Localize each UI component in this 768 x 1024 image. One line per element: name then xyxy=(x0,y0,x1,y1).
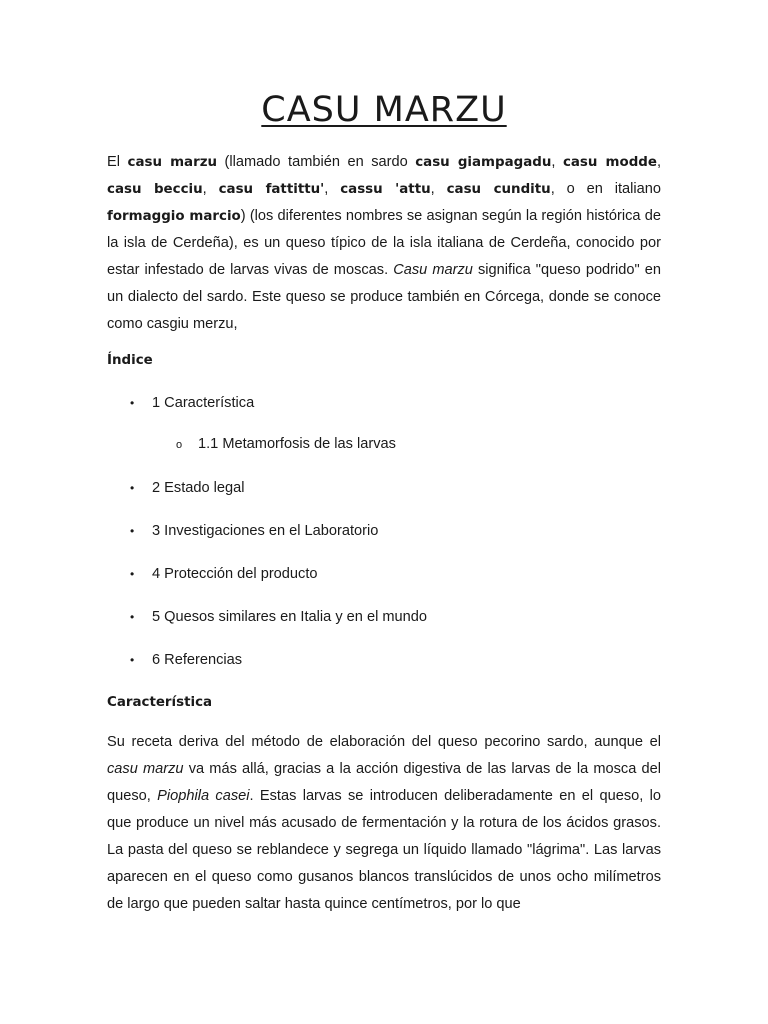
bullet-icon: • xyxy=(130,481,135,495)
term-cassu-attu: cassu 'attu xyxy=(340,182,431,197)
toc-item: • 1 Característica xyxy=(130,395,255,411)
toc-subitem: o 1.1 Metamorfosis de las larvas xyxy=(176,436,396,452)
term-casu-fattittu: casu fattittu' xyxy=(218,182,325,197)
toc-item: • 3 Investigaciones en el Laboratorio xyxy=(130,523,379,539)
bullet-icon: • xyxy=(130,396,135,410)
italic-piophila-casei: Piophila casei xyxy=(157,788,250,804)
intro-paragraph: El casu marzu (llamado también en sardo casu giampagadu, casu modde, casu becciu, casu fattittu', cassu 'attu, casu cunditu, o en italiano formaggio marcio) (los diferentes nombres se asignan según la región histórica de la isla de Cerdeña), es un queso típico de la isla italiana de Cerdeña, conocido por estar infestado de larvas vivas de moscas. Casu marzu significa "queso podrido" en un dialecto del sardo. Este queso se produce también en Córcega, donde se conoce como casgiu merzu, xyxy=(107,154,662,332)
bullet-icon: • xyxy=(130,567,135,581)
page-title: CASU MARZU xyxy=(261,90,507,130)
bullet-icon: • xyxy=(130,524,135,538)
toc-item: • 2 Estado legal xyxy=(130,480,245,496)
term-casu-becciu: casu becciu xyxy=(107,182,203,197)
caracteristica-paragraph: Su receta deriva del método de elaboración del queso pecorino sardo, aunque el casu marzu va más allá, gracias a la acción digestiva de las larvas de la mosca del queso, Piophila casei. Estas larvas se introducen deliberadamente en el queso, lo que produce un nivel más acusado de fermentación y la rotura de los ácidos grasos. La pasta del queso se reblandece y segrega un líquido llamado "lágrima". Las larvas aparecen en el queso como gusanos blancos translúcidos de unos ocho milímetros de largo que pueden saltar hasta quince centímetros, por lo que xyxy=(107,734,661,912)
toc-item: • 5 Quesos similares en Italia y en el mundo xyxy=(130,609,427,625)
italic-casu-marzu: casu marzu xyxy=(107,761,184,777)
italic-casu-marzu: Casu marzu xyxy=(393,262,473,278)
bullet-icon: • xyxy=(130,610,135,624)
term-formaggio-marcio: formaggio marcio xyxy=(107,209,241,224)
term-casu-marzu: casu marzu xyxy=(127,155,218,170)
term-casu-giampagadu: casu giampagadu xyxy=(415,155,552,170)
section-heading-caracteristica: Característica xyxy=(107,695,213,710)
bullet-icon: • xyxy=(130,653,135,667)
term-casu-modde: casu modde xyxy=(562,155,657,170)
toc-item: • 6 Referencias xyxy=(130,652,243,668)
term-casu-cunditu: casu cunditu xyxy=(446,182,551,197)
index-heading: Índice xyxy=(107,353,153,368)
circle-bullet-icon: o xyxy=(176,439,183,451)
toc-item: • 4 Protección del producto xyxy=(130,566,318,582)
